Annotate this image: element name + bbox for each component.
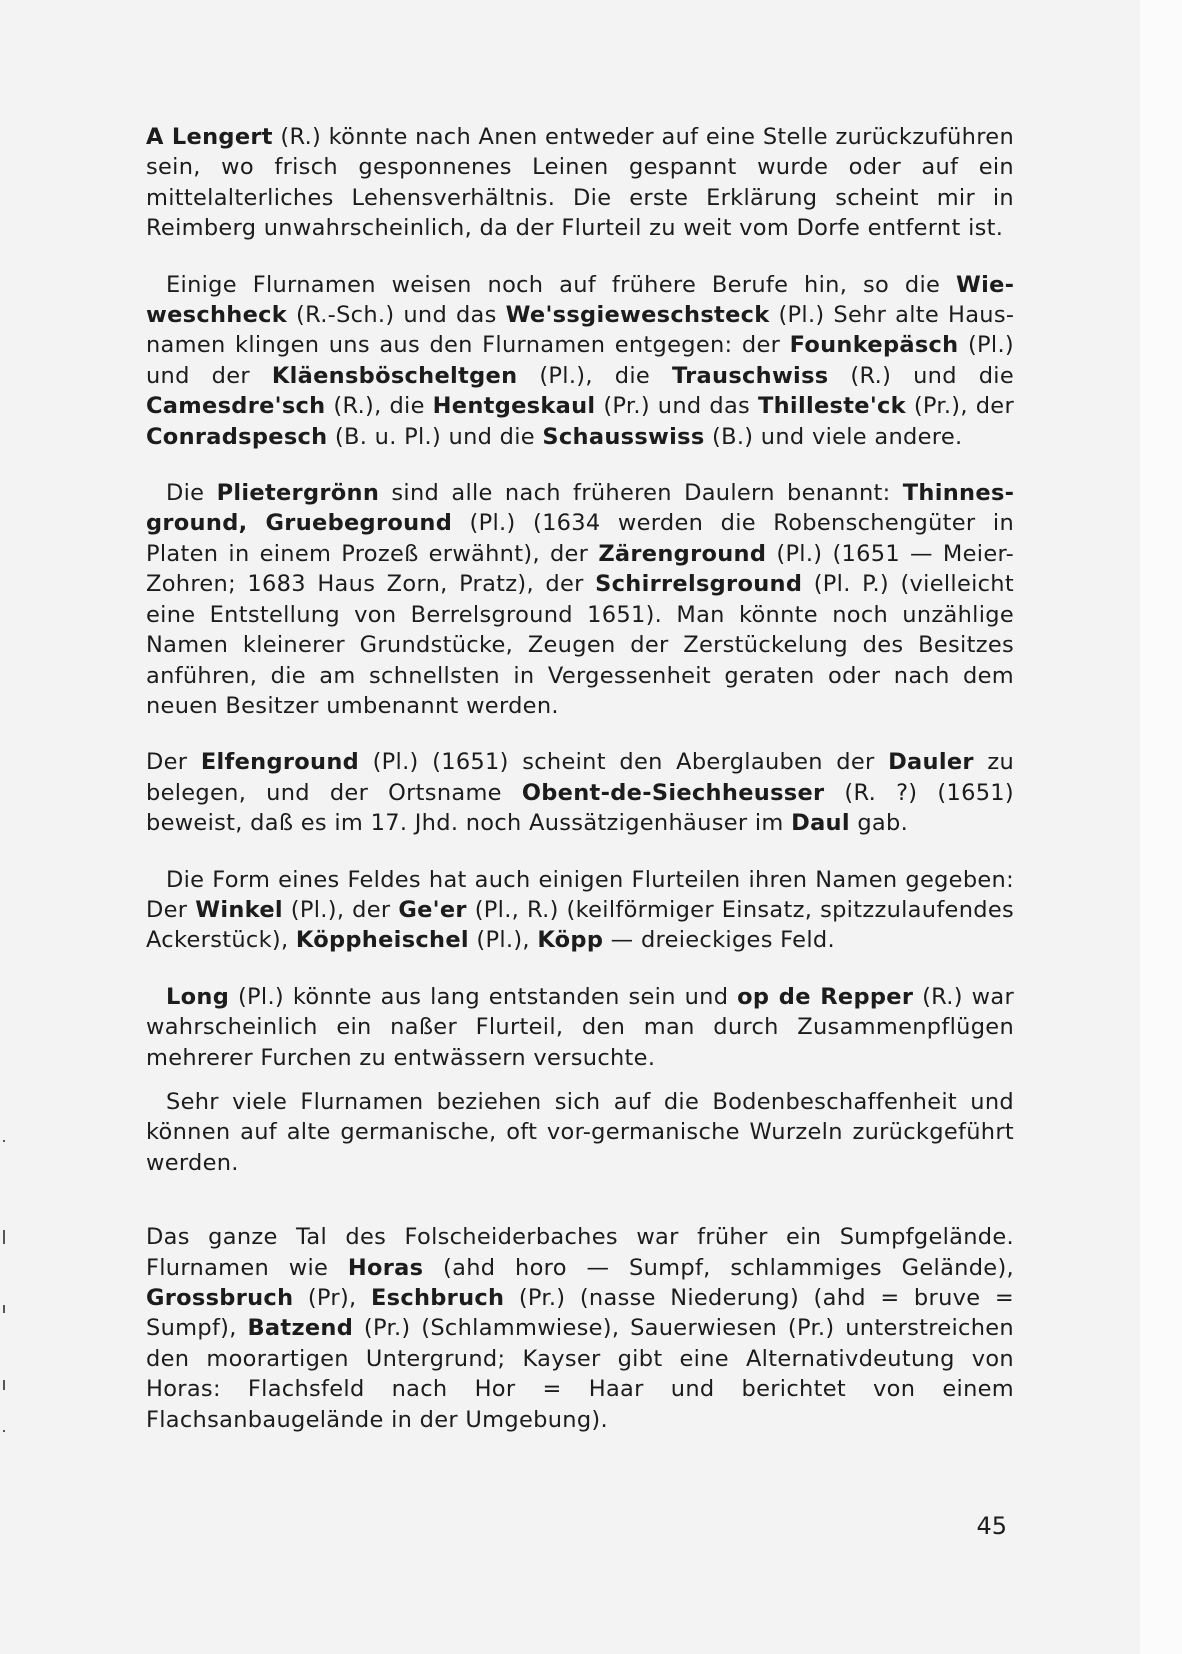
- field-name: Zärenground: [598, 540, 767, 567]
- text-run: (R.-Sch.) und das: [287, 302, 506, 329]
- field-name: op de Repper: [737, 983, 914, 1010]
- text-run: (Pl.) und der: [146, 332, 1014, 389]
- text-run: Die Form eines Feldes hat auch einigen Flurteilen ihren Namen gegeben: Der: [146, 866, 1014, 923]
- text-run: (Pl., R.) (keilförmiger Einsatz, spitzzulaufendes Ackerstück),: [146, 896, 1014, 954]
- field-name: Schausswiss: [542, 423, 705, 450]
- text-run: (Pr),: [293, 1285, 371, 1311]
- text-run: (B.) und viele andere.: [704, 423, 963, 450]
- text-run: (Pl.),: [468, 927, 538, 954]
- field-name: Köpp: [537, 927, 604, 954]
- text-run: (Pl.) (1651 — Meier-Zohren; 1683 Haus Zorn, Pratz), der: [146, 540, 1015, 598]
- text-run: (Pl. P.) (vielleicht eine Entstellung von Berrelsground 1651). Man könnte noch unzählige Namen kleinerer Grundstücke, Zeugen der Zerstückelung des Besitzes anführen, die am schnellsten in Vergessenheit geraten oder nach dem neuen Besitzer umbenannt werden.: [146, 571, 1014, 719]
- paragraph-bodenbeschaffenheit: [146, 1087, 1014, 1178]
- field-name: Kläensböscheltgen: [271, 362, 518, 389]
- field-name: Dauler: [888, 749, 974, 776]
- text-run: Der: [146, 749, 201, 776]
- text-run: zu belegen, und der Ortsname: [146, 749, 1014, 806]
- field-name: Hentgeskaul: [432, 393, 596, 420]
- field-name: Camesdre'sch: [146, 393, 326, 420]
- field-name: Wieweschheck: [146, 271, 1014, 329]
- text-run: (Pl.), der: [282, 896, 399, 923]
- paragraph-lengert: [146, 122, 1014, 244]
- page-number: 45: [976, 1512, 1007, 1540]
- text-run: (Pl.) Sehr alte Hausnamen klingen uns aus den Flurnamen entgegen: der: [146, 302, 1014, 359]
- text-run: (Pr.), der: [905, 393, 1015, 420]
- text-run: (Pr.) (Schlammwiese), Sauerwiesen (Pr.) unterstreichen den moorartigen Untergrund; Kayser gibt eine Alternativdeutung von Horas: Flachsfeld nach Hor = Haar und berichtet von einem Flachsanbaugelände in der Umgebung).: [146, 1315, 1014, 1433]
- text-run: Das ganze Tal des Folscheiderbaches war früher ein Sumpfgelände. Flurnamen wie: [146, 1224, 1014, 1281]
- field-name: A Lengert: [146, 124, 273, 150]
- text-run: (R.), die: [325, 393, 433, 420]
- field-name: Horas: [347, 1254, 424, 1281]
- paragraph-feldform: [146, 865, 1014, 956]
- field-name: Batzend: [247, 1315, 354, 1342]
- text-run: (B. u. Pl.) und die: [327, 423, 543, 450]
- text-run: (ahd horo — Sumpf, schlammiges Gelände),: [423, 1254, 1014, 1281]
- field-name: Thilleste'ck: [757, 393, 906, 420]
- text-run: (R.) und die: [828, 362, 1014, 389]
- field-name: Obent-de-Siechheusser: [521, 779, 825, 806]
- paragraph-plietergroenn: [146, 478, 1014, 721]
- field-name: Thinnesground, Gruebeground: [146, 480, 1014, 537]
- field-name: Köppheischel: [295, 927, 469, 954]
- field-name: We'ssgieweschsteck: [505, 302, 770, 329]
- field-name: Trauschwiss: [671, 362, 829, 389]
- paragraph-berufe: [146, 270, 1014, 452]
- field-name: Eschbruch: [370, 1285, 505, 1311]
- field-name: Plietergrönn: [216, 480, 380, 507]
- text-run: (Pl.), die: [517, 362, 672, 389]
- text-run: (Pl.) (1634 werden die Robenschengüter in Platen in einem Prozeß erwähnt), der: [146, 510, 1015, 567]
- scan-margin-marks: [0, 1140, 8, 1440]
- text-run: Einige Flurnamen weisen noch auf frühere Berufe hin, so die: [166, 271, 956, 298]
- text-run: (R. ?) (1651) beweist, daß es im 17. Jhd. noch Aussätzigenhäuser im: [146, 779, 1014, 837]
- field-name: Daul: [791, 810, 850, 837]
- field-name: Winkel: [195, 896, 283, 923]
- field-name: Ge'er: [398, 896, 467, 923]
- text-run: (Pr.) (nasse Niederung) (ahd = bruve = Sumpf),: [146, 1285, 1014, 1342]
- paragraph-sumpfgelaende: [146, 1222, 1014, 1435]
- field-name: Long: [166, 983, 230, 1010]
- text-run: (Pl.) könnte aus lang entstanden sein und: [229, 983, 738, 1010]
- field-name: Schirrelsground: [595, 571, 803, 598]
- text-run: sind alle nach früheren Daulern benannt:: [379, 480, 903, 507]
- text-run: (Pr.) und das: [595, 393, 758, 420]
- field-name: Elfenground: [200, 749, 360, 776]
- text-run: (R.) könnte nach Anen entweder auf eine Stelle zurückzuführen sein, wo frisch gesponnenes Leinen gespannt wurde oder auf ein mittelalterliches Lehensverhältnis. Die erste Erklärung scheint mir in Reimberg unwahrscheinlich, da der Flurteil zu weit vom Dorfe entfernt ist.: [146, 124, 1014, 242]
- field-name: Founkepäsch: [789, 332, 959, 359]
- field-name: Conradspesch: [146, 423, 328, 450]
- paragraph-long: [146, 982, 1014, 1073]
- paragraph-elfenground: [146, 747, 1014, 838]
- text-run: (Pl.) (1651) scheint den Aberglauben der: [359, 749, 889, 776]
- text-run: Sehr viele Flurnamen beziehen sich auf die Bodenbeschaffenheit und können auf alte germanische, oft vor-germanische Wurzeln zurückgeführt werden.: [146, 1088, 1014, 1176]
- text-run: — dreieckiges Feld.: [603, 927, 835, 954]
- text-run: Die: [166, 480, 217, 507]
- text-run: gab.: [849, 810, 909, 837]
- page-edge: [1140, 0, 1182, 1654]
- text-run: (R.) war wahrscheinlich ein naßer Flurteil, den man durch Zusammenpflügen mehrerer Furchen zu entwässern versuchte.: [146, 983, 1014, 1071]
- body-text: [146, 122, 1014, 1459]
- field-name: Grossbruch: [146, 1285, 294, 1311]
